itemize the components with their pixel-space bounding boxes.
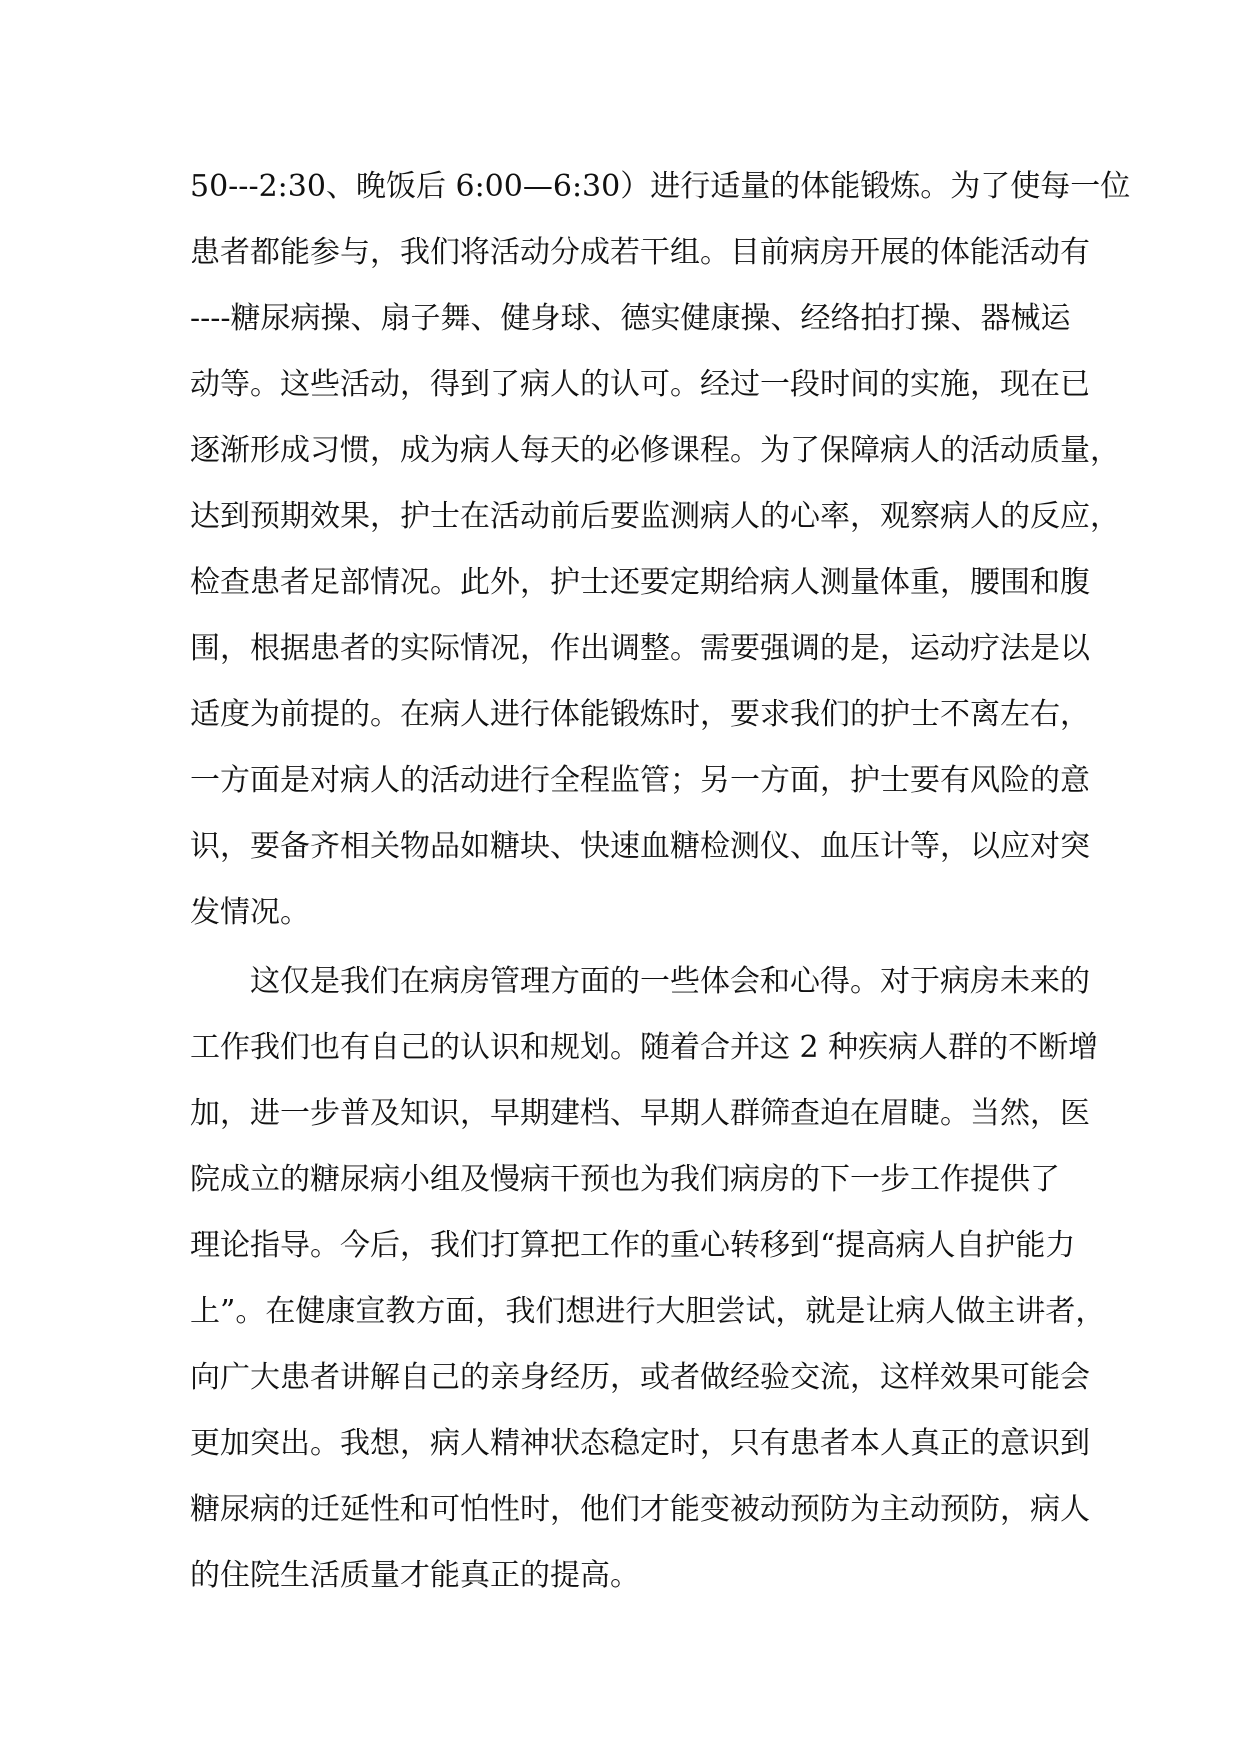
text-line-17: 理论指导。今后，我们打算把工作的重心转移到“提高病人自护能力 [190,1228,1076,1263]
text-line-14: 工作我们也有自己的认识和规划。随着合并这 2 种疾病人群的不断增 [190,1030,1099,1065]
text-line-3: ----糖尿病操、扇子舞、健身球、德实健康操、经络拍打操、器械运 [190,301,1071,336]
text-line-8: 围，根据患者的实际情况，作出调整。需要强调的是，运动疗法是以 [190,631,1090,666]
text-line-5: 逐渐形成习惯，成为病人每天的必修课程。为了保障病人的活动质量， [190,433,1120,468]
text-line-4: 动等。这些活动，得到了病人的认可。经过一段时间的实施，现在已 [190,367,1090,402]
text-line-18: 上”。在健康宣教方面，我们想进行大胆尝试，就是让病人做主讲者， [190,1294,1106,1329]
text-line-12: 发情况。 [190,895,310,930]
text-line-1: 50---2:30、晚饭后 6:00—6:30）进行适量的体能锻炼。为了使每一位 [190,169,1131,204]
text-line-20: 更加突出。我想，病人精神状态稳定时，只有患者本人真正的意识到 [190,1426,1090,1461]
text-line-2: 患者都能参与，我们将活动分成若干组。目前病房开展的体能活动有 [190,235,1090,270]
text-line-7: 检查患者足部情况。此外，护士还要定期给病人测量体重，腰围和腹 [190,565,1090,600]
text-line-11: 识，要备齐相关物品如糖块、快速血糖检测仪、血压计等，以应对突 [190,829,1090,864]
text-line-6: 达到预期效果，护士在活动前后要监测病人的心率，观察病人的反应， [190,499,1120,534]
text-line-9: 适度为前提的。在病人进行体能锻炼时，要求我们的护士不离左右， [190,697,1090,732]
text-line-16: 院成立的糖尿病小组及慢病干预也为我们病房的下一步工作提供了 [190,1162,1060,1197]
text-line-21: 糖尿病的迁延性和可怕性时，他们才能变被动预防为主动预防，病人 [190,1492,1090,1527]
text-line-15: 加，进一步普及知识，早期建档、早期人群筛查迫在眉睫。当然，医 [190,1096,1090,1131]
text-line-13: 这仅是我们在病房管理方面的一些体会和心得。对于病房未来的 [190,964,1090,999]
text-line-22: 的住院生活质量才能真正的提高。 [190,1558,640,1593]
text-line-10: 一方面是对病人的活动进行全程监管；另一方面，护士要有风险的意 [190,763,1090,798]
text-line-19: 向广大患者讲解自己的亲身经历，或者做经验交流，这样效果可能会 [190,1360,1090,1395]
